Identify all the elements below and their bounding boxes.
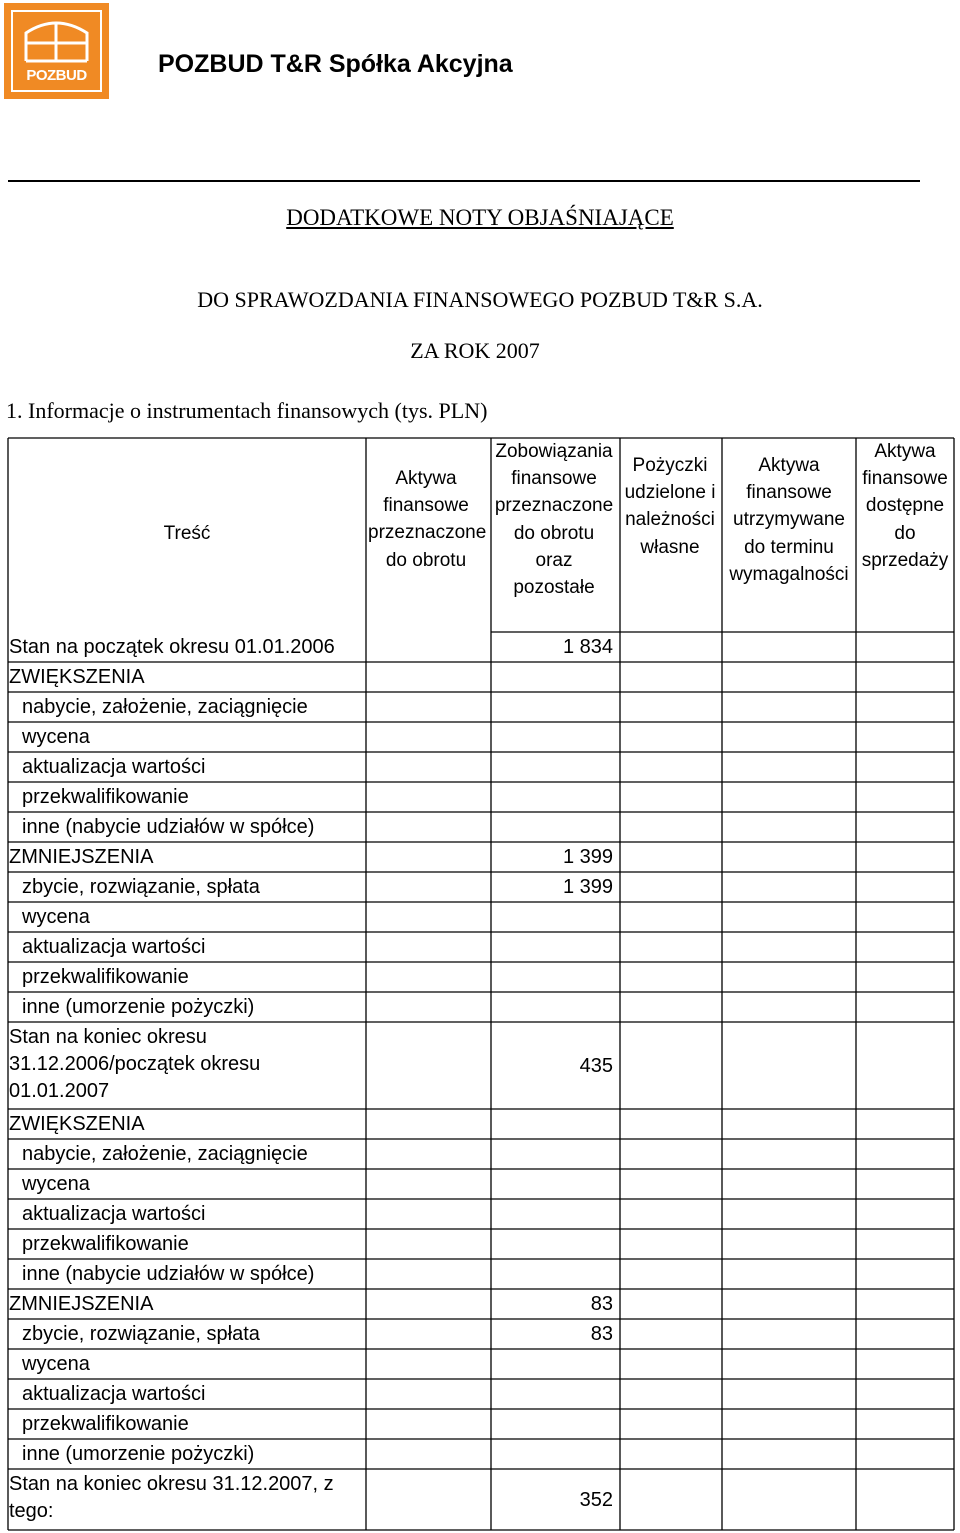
document-subtitle: DO SPRAWOZDANIA FINANSOWEGO POZBUD T&R S.A. — [197, 287, 763, 312]
company-name: POZBUD T&R Spółka Akcyjna — [158, 50, 513, 78]
row-label: inne (umorzenie pożyczki) — [22, 1443, 255, 1465]
document-title: DODATKOWE NOTY OBJAŚNIAJĄCE — [286, 205, 674, 230]
row-value: 352 — [579, 1488, 613, 1511]
row-label: aktualizacja wartości — [22, 936, 206, 958]
row-label: nabycie, założenie, zaciągnięcie — [22, 696, 308, 718]
row-value: 1 399 — [562, 876, 613, 898]
row-label: aktualizacja wartości — [22, 1383, 206, 1405]
column-header-loans-receivables: Pożyczki udzielone i należności własne — [624, 455, 716, 558]
row-label: przekwalifikowanie — [22, 966, 189, 988]
row-value: 83 — [590, 1323, 613, 1345]
row-label: ZMNIEJSZENIA — [9, 1293, 154, 1315]
row-label: aktualizacja wartości — [22, 756, 206, 778]
row-label: ZWIĘKSZENIA — [9, 1113, 145, 1135]
row-label: wycena — [22, 726, 90, 748]
logo-text: POZBUD — [26, 67, 87, 84]
logo-house-icon — [4, 3, 109, 99]
row-label: nabycie, założenie, zaciągnięcie — [22, 1143, 308, 1165]
row-label: wycena — [22, 1173, 90, 1195]
row-value: 1 834 — [562, 636, 613, 658]
row-label: zbycie, rozwiązanie, spłata — [22, 876, 260, 898]
column-header-tresc: Treść — [163, 523, 211, 544]
row-label: zbycie, rozwiązanie, spłata — [22, 1323, 260, 1345]
column-header-available-for-sale: Aktywa finansowe dostępne do sprzedaży — [861, 441, 949, 571]
column-header-held-to-maturity: Aktywa finansowe utrzymywane do terminu wymagalności — [729, 455, 849, 585]
header-divider — [8, 180, 920, 182]
row-label: przekwalifikowanie — [22, 786, 189, 808]
row-label: przekwalifikowanie — [22, 1233, 189, 1255]
section-heading: 1. Informacje o instrumentach finansowych (tys. PLN) — [6, 398, 488, 423]
row-label: wycena — [22, 1353, 90, 1375]
row-label: wycena — [22, 906, 90, 928]
row-label: Stan na koniec okresu 31.12.2006/początek okresu 01.01.2007 — [9, 1026, 261, 1102]
row-label: Stan na początek okresu 01.01.2006 — [9, 636, 335, 658]
row-label: Stan na koniec okresu 31.12.2007, z tego: — [9, 1473, 334, 1522]
row-label: przekwalifikowanie — [22, 1413, 189, 1435]
row-label: inne (nabycie udziałów w spółce) — [22, 1263, 315, 1285]
row-label: inne (nabycie udziałów w spółce) — [22, 816, 315, 838]
column-header-trading-assets: Aktywa finansowe przeznaczone do obrotu — [368, 468, 487, 571]
row-label: inne (umorzenie pożyczki) — [22, 996, 255, 1018]
row-label: aktualizacja wartości — [22, 1203, 206, 1225]
column-header-trading-liabilities: Zobowiązania finansowe przeznaczone do obrotu oraz pozostałe — [494, 441, 614, 599]
row-label: ZWIĘKSZENIA — [9, 666, 145, 688]
row-label: ZMNIEJSZENIA — [9, 846, 154, 868]
row-value: 1 399 — [562, 846, 613, 868]
document-year: ZA ROK 2007 — [410, 338, 540, 363]
company-logo — [4, 3, 109, 99]
row-value: 435 — [579, 1054, 613, 1077]
row-value: 83 — [590, 1293, 613, 1315]
